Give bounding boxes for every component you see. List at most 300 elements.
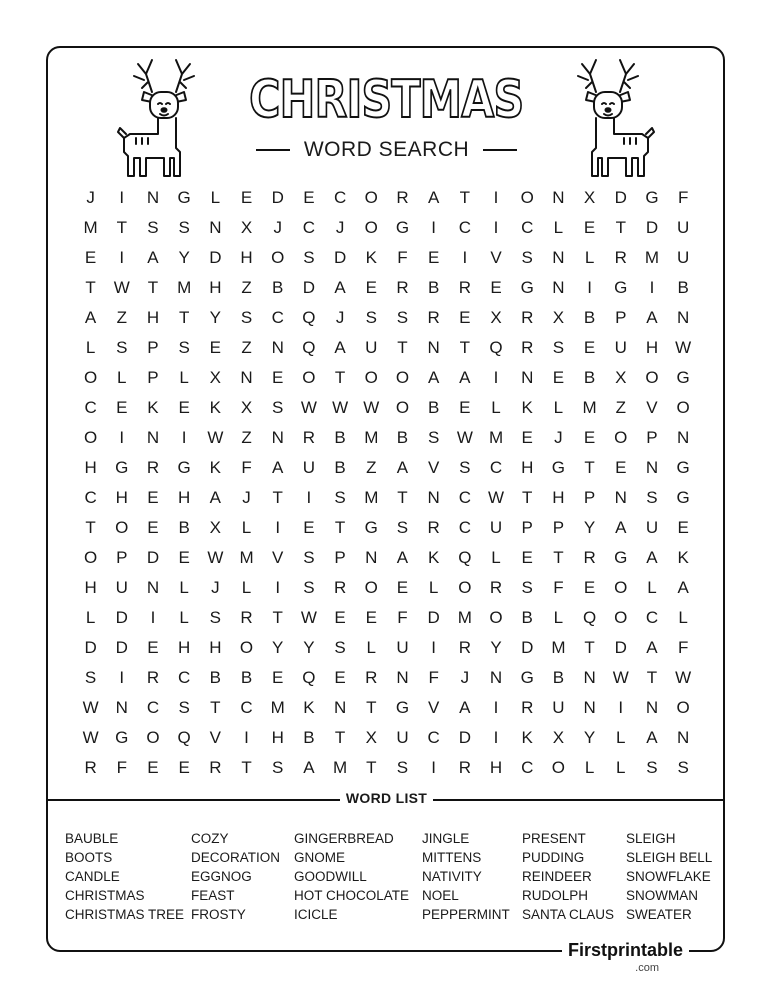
grid-letter: P — [521, 518, 533, 537]
grid-letter: A — [646, 548, 658, 567]
grid-row — [75, 453, 699, 483]
grid-letter: P — [615, 308, 627, 327]
grid-letter: C — [84, 488, 97, 507]
grid-letter: E — [583, 578, 596, 597]
grid-letter: R — [209, 758, 222, 777]
grid-letter: C — [271, 308, 284, 327]
word-list-column — [294, 829, 409, 924]
grid-letter: I — [119, 188, 125, 207]
grid-letter: L — [428, 578, 439, 597]
grid-letter: E — [521, 428, 533, 447]
grid-letter: I — [431, 638, 437, 657]
grid-letter: N — [552, 278, 565, 297]
grid-letter: D — [645, 218, 659, 237]
grid-letter: L — [647, 578, 657, 597]
word-list-item: GNOME — [294, 850, 346, 865]
word-list-item: NATIVITY — [422, 869, 482, 884]
grid-letter: S — [303, 578, 315, 597]
grid-letter: L — [584, 248, 595, 267]
grid-letter: F — [397, 608, 408, 627]
grid-letter: T — [459, 338, 471, 357]
grid-letter: S — [303, 548, 315, 567]
grid-letter: L — [85, 338, 96, 357]
grid-letter: G — [614, 278, 628, 297]
grid-letter: K — [209, 398, 222, 417]
grid-letter: A — [272, 458, 284, 477]
grid-letter: O — [489, 608, 503, 627]
subtitle-rule-right — [483, 149, 517, 151]
grid-letter: D — [84, 638, 97, 657]
grid-letter: J — [211, 578, 220, 597]
grid-letter: I — [618, 698, 624, 717]
grid-letter: L — [678, 608, 688, 627]
grid-letter: I — [431, 758, 437, 777]
grid-letter: H — [115, 488, 128, 507]
grid-letter: R — [521, 308, 534, 327]
grid-letter: G — [364, 518, 378, 537]
grid-letter: S — [334, 638, 346, 657]
word-list-item: FEAST — [191, 888, 235, 903]
grid-letter: H — [521, 458, 534, 477]
grid-letter: X — [240, 398, 253, 417]
grid-letter: T — [85, 518, 96, 537]
grid-letter: P — [147, 368, 159, 387]
grid-letter: Q — [302, 668, 316, 687]
grid-letter: E — [459, 308, 471, 327]
grid-letter: O — [458, 578, 472, 597]
grid-letter: E — [677, 518, 689, 537]
grid-letter: U — [614, 338, 627, 357]
grid-letter: O — [271, 248, 285, 267]
grid-letter: G — [115, 728, 129, 747]
grid-letter: T — [397, 488, 408, 507]
grid-letter: L — [179, 578, 189, 597]
subtitle — [0, 138, 773, 162]
grid-letter: R — [458, 638, 471, 657]
grid-letter: D — [271, 188, 284, 207]
grid-letter: E — [365, 278, 377, 297]
grid-letter: A — [677, 578, 689, 597]
grid-letter: P — [116, 548, 128, 567]
grid-row — [75, 273, 699, 303]
grid-letter: I — [119, 668, 125, 687]
grid-letter: F — [677, 638, 689, 657]
word-list-title: WORD LIST — [340, 790, 433, 806]
grid-letter: N — [271, 428, 284, 447]
grid-letter: W — [488, 488, 505, 507]
grid-letter: L — [179, 608, 189, 627]
grid-letter: I — [119, 428, 125, 447]
grid-letter: I — [150, 608, 156, 627]
grid-letter: N — [677, 728, 690, 747]
grid-letter: A — [646, 728, 658, 747]
grid-letter: N — [209, 218, 222, 237]
grid-letter: I — [244, 728, 249, 747]
grid-letter: H — [178, 638, 191, 657]
grid-letter: W — [113, 278, 130, 297]
grid-letter: T — [334, 728, 346, 747]
title-text: CHRISTMAS — [249, 70, 524, 130]
grid-letter: Q — [489, 338, 503, 357]
grid-letter: S — [303, 248, 315, 267]
grid-letter: M — [270, 698, 285, 717]
grid-row — [75, 393, 699, 423]
grid-letter: E — [552, 368, 565, 387]
grid-letter: B — [334, 428, 346, 447]
grid-letter: C — [333, 188, 347, 207]
grid-row — [75, 183, 699, 213]
grid-letter: O — [115, 518, 129, 537]
grid-letter: J — [554, 428, 563, 447]
grid-letter: L — [85, 608, 96, 627]
grid-letter: A — [646, 638, 658, 657]
word-list-item: SANTA CLAUS — [522, 907, 615, 922]
grid-letter: E — [583, 218, 596, 237]
grid-letter: P — [646, 428, 658, 447]
letter-grid — [75, 183, 699, 783]
grid-letter: W — [82, 728, 99, 747]
grid-letter: P — [552, 518, 565, 537]
grid-letter: N — [552, 188, 565, 207]
grid-letter: X — [240, 218, 253, 237]
word-list-item: SNOWFLAKE — [626, 869, 711, 884]
grid-letter: N — [271, 338, 284, 357]
grid-letter: T — [615, 218, 626, 237]
grid-letter: Z — [366, 458, 377, 477]
grid-letter: F — [241, 458, 252, 477]
grid-letter: E — [272, 368, 284, 387]
grid-letter: M — [239, 548, 254, 567]
grid-letter: B — [583, 368, 596, 387]
grid-letter: X — [490, 308, 502, 327]
grid-letter: D — [115, 608, 128, 627]
grid-letter: S — [178, 218, 190, 237]
grid-letter: E — [303, 518, 315, 537]
grid-row — [75, 543, 699, 573]
grid-letter: S — [84, 668, 97, 687]
grid-letter: T — [272, 608, 283, 627]
grid-letter: X — [552, 728, 565, 747]
grid-letter: N — [427, 488, 440, 507]
grid-letter: U — [365, 338, 378, 357]
grid-letter: O — [395, 368, 410, 387]
grid-letter: S — [240, 308, 253, 327]
grid-letter: K — [677, 548, 689, 567]
grid-row — [75, 663, 699, 693]
grid-letter: Z — [241, 428, 252, 447]
grid-letter: L — [553, 608, 564, 627]
grid-letter: T — [116, 218, 127, 237]
grid-letter: S — [396, 308, 409, 327]
grid-letter: U — [396, 728, 409, 747]
grid-letter: O — [645, 368, 659, 387]
grid-letter: W — [207, 428, 224, 447]
grid-letter: W — [456, 428, 473, 447]
grid-letter: R — [365, 668, 378, 687]
grid-letter: I — [275, 518, 281, 537]
grid-letter: O — [676, 398, 690, 417]
grid-letter: Y — [583, 518, 596, 537]
grid-letter: X — [583, 188, 596, 207]
grid-letter: N — [146, 578, 160, 597]
grid-letter: X — [552, 308, 565, 327]
grid-letter: L — [584, 758, 595, 777]
grid-letter: S — [646, 758, 658, 777]
grid-letter: S — [334, 488, 346, 507]
grid-letter: E — [334, 608, 346, 627]
grid-letter: R — [521, 338, 534, 357]
grid-letter: O — [83, 548, 98, 567]
grid-letter: L — [553, 218, 564, 237]
grid-letter: W — [612, 668, 629, 687]
grid-letter: N — [115, 698, 128, 717]
grid-letter: E — [334, 668, 346, 687]
grid-letter: O — [614, 608, 628, 627]
grid-letter: E — [116, 398, 128, 417]
grid-row — [75, 213, 699, 243]
grid-letter: O — [395, 398, 410, 417]
word-list-heading — [0, 790, 773, 808]
grid-letter: B — [303, 728, 315, 747]
grid-letter: A — [427, 368, 440, 387]
grid-letter: N — [240, 368, 253, 387]
grid-letter: D — [115, 638, 128, 657]
grid-letter: T — [584, 638, 595, 657]
grid-letter: O — [302, 368, 316, 387]
grid-letter: Z — [116, 308, 127, 327]
grid-letter: J — [335, 308, 345, 327]
subtitle-text: WORD SEARCH — [303, 138, 470, 161]
grid-letter: E — [303, 188, 315, 207]
grid-letter: Y — [303, 638, 315, 657]
word-list-item: JINGLE — [422, 831, 470, 846]
grid-letter: L — [616, 728, 626, 747]
word-list-column — [422, 829, 510, 924]
grid-letter: N — [396, 668, 409, 687]
word-list-item: REINDEER — [522, 869, 592, 884]
grid-letter: U — [645, 518, 659, 537]
word-list-column — [522, 829, 614, 924]
grid-letter: S — [209, 608, 222, 627]
grid-letter: P — [583, 488, 596, 507]
grid-letter: J — [86, 188, 95, 207]
word-list-item: SLEIGH BELL — [626, 850, 713, 865]
grid-letter: U — [677, 218, 690, 237]
grid-letter: E — [178, 548, 190, 567]
word-list-column — [191, 829, 280, 924]
grid-letter: H — [146, 308, 160, 327]
word-list-column — [65, 829, 184, 924]
grid-letter: E — [178, 398, 190, 417]
grid-letter: K — [521, 728, 533, 747]
grid-letter: L — [553, 398, 564, 417]
grid-letter: D — [458, 728, 471, 747]
grid-letter: T — [522, 488, 533, 507]
grid-letter: D — [427, 608, 440, 627]
word-list-item: FROSTY — [191, 907, 246, 922]
grid-letter: L — [366, 638, 377, 657]
grid-letter: Q — [177, 728, 191, 747]
grid-letter: S — [396, 758, 409, 777]
grid-letter: A — [646, 308, 658, 327]
grid-letter: C — [458, 488, 471, 507]
grid-letter: M — [177, 278, 192, 297]
grid-letter: R — [458, 278, 471, 297]
grid-letter: E — [272, 668, 284, 687]
grid-letter: C — [458, 218, 471, 237]
grid-letter: J — [273, 218, 282, 237]
grid-letter: B — [427, 278, 440, 297]
word-list-item: CHRISTMAS TREE — [65, 907, 185, 922]
grid-letter: T — [334, 368, 346, 387]
grid-letter: L — [179, 368, 189, 387]
grid-letter: R — [146, 458, 160, 477]
grid-letter: L — [616, 758, 626, 777]
grid-letter: W — [675, 338, 692, 357]
grid-letter: S — [116, 338, 128, 357]
grid-letter: T — [459, 188, 471, 207]
grid-letter: E — [178, 758, 190, 777]
grid-letter: D — [614, 188, 627, 207]
grid-letter: G — [115, 458, 129, 477]
grid-letter: Y — [583, 728, 596, 747]
grid-letter: C — [645, 608, 659, 627]
grid-letter: U — [552, 698, 565, 717]
grid-letter: H — [552, 488, 565, 507]
grid-letter: C — [84, 398, 97, 417]
grid-letter: S — [521, 248, 533, 267]
grid-letter: R — [302, 428, 316, 447]
grid-letter: S — [427, 428, 440, 447]
grid-letter: N — [645, 458, 659, 477]
grid-letter: T — [334, 518, 346, 537]
grid-row — [75, 243, 699, 273]
grid-letter: E — [147, 518, 159, 537]
grid-row — [75, 633, 699, 663]
grid-letter: I — [431, 218, 437, 237]
grid-letter: E — [427, 248, 440, 267]
grid-letter: S — [178, 338, 190, 357]
grid-letter: B — [552, 668, 565, 687]
grid-letter: R — [427, 518, 440, 537]
grid-letter: R — [240, 608, 253, 627]
word-list-item: SNOWMAN — [626, 888, 698, 903]
grid-letter: D — [302, 278, 316, 297]
grid-letter: E — [490, 278, 502, 297]
grid-letter: Y — [490, 638, 502, 657]
grid-letter: G — [676, 368, 690, 387]
grid-letter: H — [271, 728, 284, 747]
grid-letter: R — [583, 548, 596, 567]
grid-letter: E — [365, 608, 377, 627]
grid-letter: A — [396, 458, 409, 477]
word-list-item: DECORATION — [191, 850, 281, 865]
grid-row — [75, 333, 699, 363]
grid-letter: N — [677, 308, 690, 327]
grid-letter: C — [521, 758, 534, 777]
grid-letter: O — [364, 578, 378, 597]
grid-letter: B — [583, 308, 596, 327]
grid-letter: N — [489, 668, 503, 687]
word-list-item: EGGNOG — [191, 869, 252, 884]
grid-row — [75, 363, 699, 393]
grid-letter: B — [334, 458, 346, 477]
grid-letter: O — [364, 218, 378, 237]
grid-letter: N — [521, 368, 534, 387]
word-list-item: HOT CHOCOLATE — [294, 888, 410, 903]
grid-letter: I — [587, 278, 592, 297]
grid-letter: S — [272, 758, 284, 777]
grid-letter: T — [241, 758, 252, 777]
grid-letter: R — [84, 758, 97, 777]
grid-letter: V — [646, 398, 658, 417]
grid-letter: A — [615, 518, 627, 537]
grid-letter: B — [427, 398, 440, 417]
grid-letter: W — [82, 698, 99, 717]
grid-letter: T — [178, 308, 190, 327]
grid-letter: O — [239, 638, 254, 657]
grid-letter: K — [303, 698, 315, 717]
grid-letter: T — [366, 698, 377, 717]
grid-letter: E — [147, 638, 159, 657]
grid-letter: T — [584, 458, 595, 477]
grid-letter: M — [457, 608, 472, 627]
grid-row — [75, 483, 699, 513]
grid-letter: R — [427, 308, 440, 327]
grid-letter: F — [116, 758, 127, 777]
grid-letter: C — [427, 728, 440, 747]
word-list-item: PRESENT — [522, 831, 586, 846]
grid-letter: J — [242, 488, 251, 507]
grid-letter: L — [241, 578, 252, 597]
grid-letter: H — [84, 458, 97, 477]
grid-letter: M — [364, 428, 379, 447]
grid-letter: E — [240, 188, 253, 207]
grid-letter: H — [209, 278, 222, 297]
grid-row — [75, 573, 699, 603]
grid-letter: S — [459, 458, 471, 477]
grid-letter: A — [459, 368, 471, 387]
grid-letter: G — [551, 458, 566, 477]
word-list-item: NOEL — [422, 888, 459, 903]
grid-letter: D — [209, 248, 222, 267]
grid-letter: W — [300, 608, 317, 627]
grid-letter: C — [146, 698, 160, 717]
grid-letter: L — [241, 518, 252, 537]
grid-letter: K — [521, 398, 533, 417]
grid-row — [75, 303, 699, 333]
grid-letter: I — [493, 698, 499, 717]
grid-letter: X — [365, 728, 377, 747]
grid-letter: O — [520, 188, 534, 207]
grid-letter: U — [302, 458, 316, 477]
grid-letter: J — [335, 218, 345, 237]
grid-letter: S — [365, 308, 377, 327]
grid-letter: A — [334, 338, 346, 357]
grid-letter: A — [147, 248, 159, 267]
grid-letter: E — [615, 458, 627, 477]
grid-letter: U — [677, 248, 690, 267]
grid-letter: A — [396, 548, 409, 567]
grid-letter: G — [520, 668, 534, 687]
grid-letter: E — [147, 758, 159, 777]
grid-letter: U — [489, 518, 503, 537]
grid-letter: N — [583, 698, 596, 717]
grid-letter: N — [614, 488, 627, 507]
grid-letter: R — [396, 278, 409, 297]
brand-name: Firstprintable — [568, 940, 684, 960]
grid-letter: T — [366, 758, 377, 777]
